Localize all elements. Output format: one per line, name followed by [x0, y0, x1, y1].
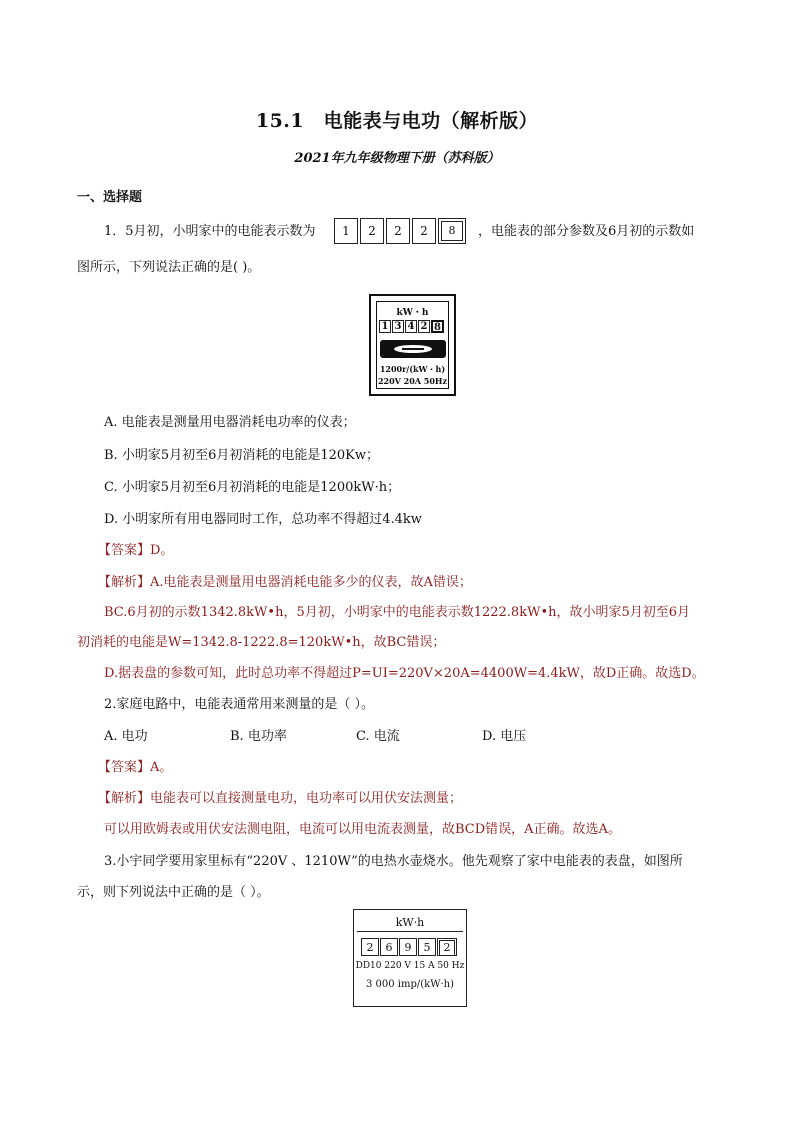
meter-spec-revolutions: 1200r/(kW・h) [379, 364, 446, 374]
meter-unit: kW·h [395, 916, 425, 929]
meter-digit: 5 [418, 938, 436, 956]
page-subtitle: 2021年九年级物理下册（苏科版） [294, 151, 500, 166]
q2-option-a: A. 电功 [104, 729, 148, 744]
q2-option-d: D. 电压 [482, 729, 527, 744]
meter-spec-rating: 220V 20A 50Hz [377, 376, 448, 386]
q2-analysis-line2: 可以用欧姆表或用伏安法测电阻，电流可以用电流表测量，故BCD错误，A正确。故选A。 [104, 822, 621, 837]
q3-stem-line2: 示，则下列说法中正确的是（ ）。 [77, 885, 270, 900]
digit-box: 2 [386, 218, 410, 244]
meter-digit: 2 [361, 938, 379, 956]
meter-digits [377, 320, 448, 333]
meter-digits [354, 938, 466, 956]
digit-box: 2 [360, 218, 384, 244]
meter-face [376, 301, 449, 389]
meter-digit: 4 [405, 320, 417, 333]
q2-analysis-line1: 【解析】电能表可以直接测量电功，电功率可以用伏安法测量； [98, 791, 463, 806]
q1-analysis-line2: BC.6月初的示数1342.8kW•h，5月初，小明家中的电能表示数1222.8kW•h，故小明家5月初至6月 [104, 605, 691, 620]
meter-decimal-digit: 8 [431, 320, 444, 333]
q1-stem-before: 1．5月初，小明家中的电能表示数为 [104, 224, 316, 239]
q2-option-c: C. 电流 [356, 729, 400, 744]
meter-spec-rating: DD10 220 V 15 A 50 Hz [355, 961, 465, 971]
meter-rotating-disc [380, 340, 446, 358]
meter-decimal-digit: 2 [439, 940, 455, 956]
q1-option-c: C. 小明家5月初至6月初消耗的电能是1200kW·h； [104, 480, 401, 495]
q2-stem: 2.家庭电路中，电能表通常用来测量的是（ ）。 [104, 697, 375, 712]
q2-option-b: B. 电功率 [230, 729, 287, 744]
q3-stem-line1: 3.小宇同学要用家里标有“220V 、1210W”的电热水壶烧水。他先观察了家中电能表的表盘，如图所 [104, 854, 683, 869]
q1-initial-reading [334, 218, 468, 244]
meter-decimal-box [437, 938, 457, 956]
meter-digit: 9 [399, 938, 417, 956]
digit-box-decimal [438, 218, 466, 244]
meter-digit: 6 [380, 938, 398, 956]
digit-box: 2 [412, 218, 436, 244]
meter-digit: 3 [392, 320, 404, 333]
q1-stem-after: ，电能表的部分参数及6月初的示数如 [478, 224, 695, 239]
q1-stem-line2: 图所示，下列说法正确的是( )。 [77, 260, 261, 275]
page-title: 15.1 电能表与电功（解析版） [255, 110, 539, 132]
electric-meter-figure-1 [369, 294, 456, 396]
electric-meter-figure-3 [353, 909, 467, 1007]
meter-unit: kW・h [396, 308, 429, 318]
decimal-digit: 8 [441, 221, 463, 241]
q1-option-d: D. 小明家所有用电器同时工作，总功率不得超过4.4kw [104, 512, 422, 527]
q1-option-a: A. 电能表是测量用电器消耗电功率的仪表； [104, 415, 356, 430]
digit-box: 1 [334, 218, 358, 244]
section-heading: 一、选择题 [77, 190, 143, 205]
q1-analysis-line4: D.据表盘的参数可知，此时总功率不得超过P=UI=220V×20A=4400W=4.4kW，故D正确。故选D。 [104, 666, 705, 681]
q1-analysis-line1: 【解析】A.电能表是测量用电器消耗电能多少的仪表，故A错误； [98, 575, 472, 590]
meter-spec-impulses: 3 000 imp/(kW·h) [365, 979, 455, 990]
q1-analysis-line3: 初消耗的电能是W=1342.8-1222.8=120kW•h，故BC错误； [77, 635, 446, 650]
meter-digit: 2 [418, 320, 430, 333]
q1-option-b: B. 小明家5月初至6月初消耗的电能是120Kw； [104, 448, 380, 463]
q2-answer: 【答案】A。 [98, 760, 173, 775]
meter-digit: 1 [379, 320, 391, 333]
q1-answer: 【答案】D。 [98, 543, 174, 558]
